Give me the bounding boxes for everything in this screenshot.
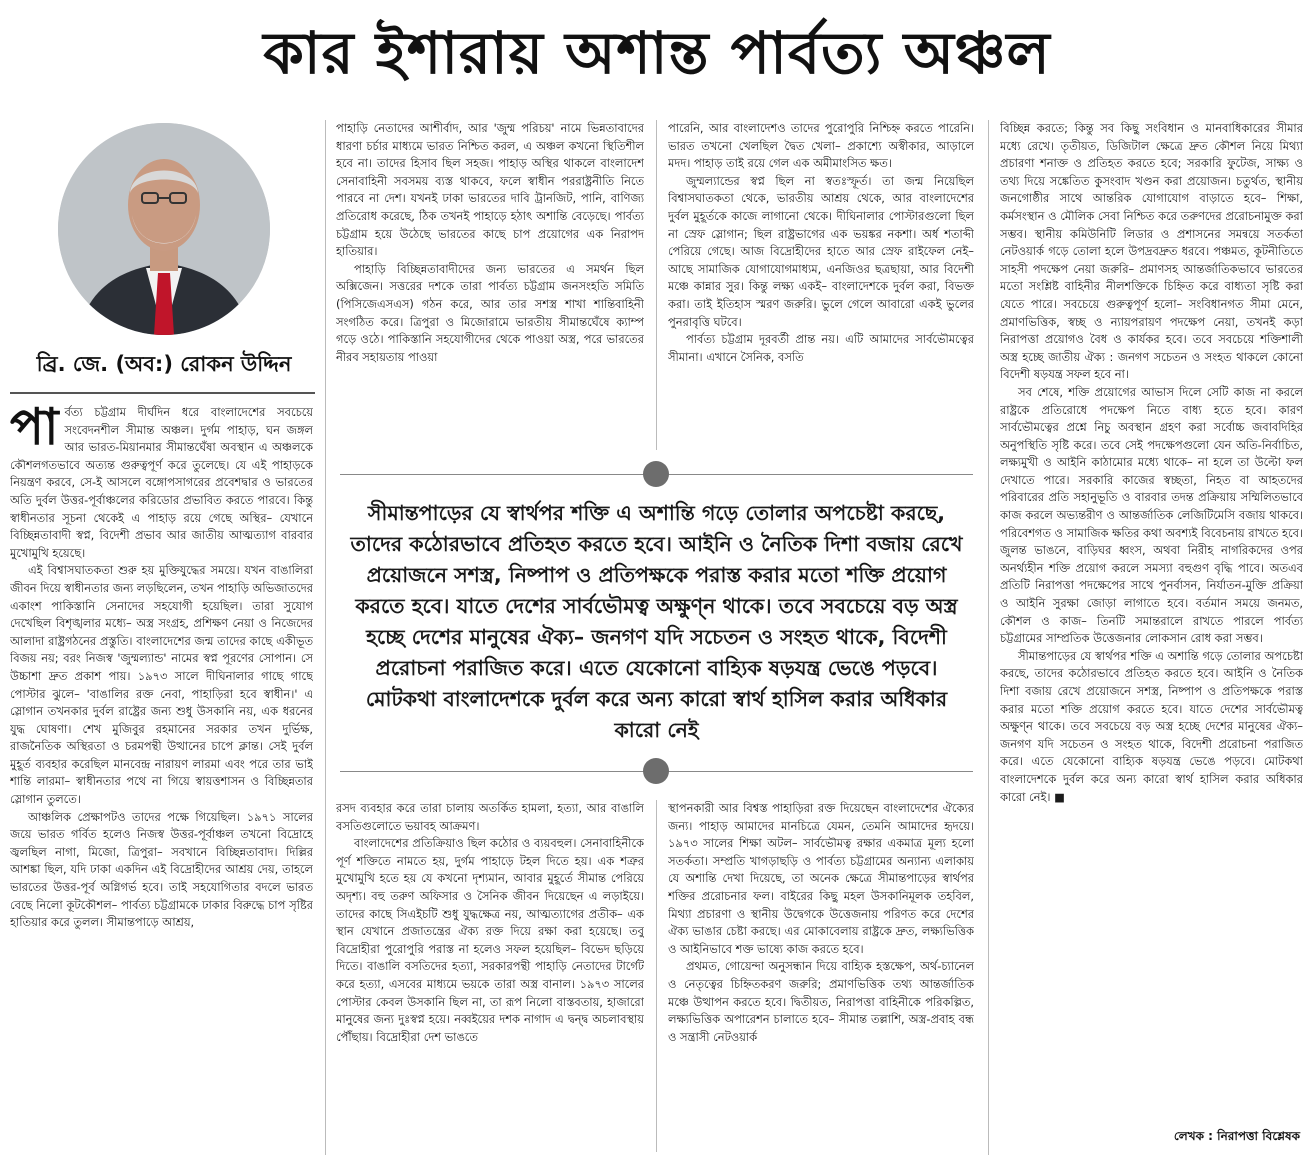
column-divider: [656, 120, 657, 450]
paragraph: র্বত্য চট্টগ্রাম দীর্ঘদিন ধরে বাংলাদেশের সবচেয়ে সংবেদনশীল সীমান্ত অঞ্চল। দুর্গম পাহাড়, ঘন জঙ্গল আর ভারত-মিয়ানমার সীমান্তঘেঁষা অবস্থান এ অঞ্চলকে কৌশলগতভাবে অত্যন্ত গুরুত্বপূর্ণ করে তুলেছে। যে এই পাহাড়কে নিয়ন্ত্রণ করবে, সে-ই আসলে বঙ্গোপসাগরের প্রবেশদ্বার ও ভারতের অতি দুর্বল উত্তর-পূর্বাঞ্চলের করিডোর প্রভাবিত করতে পারবে। কিন্তু স্বাধীনতার সূচনা থেকেই এ পাহাড় রয়ে গেছে অস্থির– যেখানে বিচ্ছিন্নতাবাদী স্বপ্ন, বিদেশী প্রভাব আর জাতীয় আত্মত্যাগ বারবার মুখোমুখি হয়েছে।: [10, 405, 313, 560]
author-note: [1080, 1128, 1300, 1148]
article-column-3-lower: [668, 800, 974, 1152]
pull-quote-top-dot: [643, 461, 669, 487]
drop-cap: পা: [10, 404, 59, 456]
paragraph: রসদ ব্যবহার করে তারা চালায় অতর্কিত হামলা, হত্যা, আর বাঙালি বসতিগুলোতে ভয়াবহ আক্রমণ।: [336, 801, 644, 833]
paragraph: সীমান্তপাড়ের যে স্বার্থপর শক্তি এ অশান্তি গড়ে তোলার অপচেষ্টা করছে, তাদের কঠোরভাবে প্রতিহত করতে হবে। আইনি ও নৈতিক দিশা বজায় রেখে প্রয়োজনে সশস্ত্র, নিষ্পাপ ও প্রতিপক্ষকে পরাস্ত করার মতো শক্তি প্রয়োগ করতে হবে। যাতে দেশের সার্বভৌমত্ব অক্ষুণ্ন থাকে। তবে সবচেয়ে বড় অস্ত্র হচ্ছে দেশের মানুষের ঐক্য– জনগণ যদি সচেতন ও সংহত থাকে, বিদেশী প্ররোচনা পরাজিত করে। এতে যেকোনো বাহ্যিক ষড়যন্ত্র ভেঙে পড়বে। মোটকথা বাংলাদেশকে দুর্বল করে অন্য কারো স্বার্থ হাসিল করার অধিকার কারো নেই। ■: [1000, 648, 1303, 804]
pull-quote: সীমান্তপাড়ের যে স্বার্থপর শক্তি এ অশান্তি গড়ে তোলার অপচেষ্টা করছে, তাদের কঠোরভাবে প্রতিহত করতে হবে। আইনি ও নৈতিক দিশা বজায় রেখে প্রয়োজনে সশস্ত্র, নিষ্পাপ ও প্রতিপক্ষকে পরাস্ত করার মতো শক্তি প্রয়োগ করতে হবে। যাতে দেশের সার্বভৌমত্ব অক্ষুণ্ন থাকে। তবে সবচেয়ে বড় অস্ত্র হচ্ছে দেশের মানুষের ঐক্য– জনগণ যদি সচেতন ও সংহত থাকে, বিদেশী প্ররোচনা পরাজিত করে। এতে যেকোনো বাহ্যিক ষড়যন্ত্র ভেঙে পড়বে। মোটকথা বাংলাদেশকে দুর্বল করে অন্য কারো স্বার্থ হাসিল করার অধিকার কারো নেই: [350, 501, 963, 742]
article-column-4: [1000, 120, 1303, 1150]
paragraph: আঞ্চলিক প্রেক্ষাপটও তাদের পক্ষে গিয়েছিল। ১৯৭১ সালের জয়ে ভারত গর্বিত হলেও নিজস্ব উত্তর-পূর্বাঞ্চল তখনো বিদ্রোহে জ্বলছিল নাগা, মিজো, ত্রিপুরা– সবখানে বিচ্ছিন্নতাবাদ। দিল্লির আশঙ্কা ছিল, যদি ঢাকা একদিন এই বিদ্রোহীদের আশ্রয় দেয়, তাহলে ভারতের উত্তর-পূর্ব অগ্নিগর্ভ হবে। তাই সহযোগিতার বদলে ভারত বেছে নিলো কূটকৌশল– পার্বত্য চট্টগ্রামকে ঢাকার বিরুদ্ধে চাপ সৃষ্টির হাতিয়ার করে তুলল। সীমান্তপাড়ে আশ্রয়,: [10, 809, 313, 930]
author-note-label: লেখক :: [1173, 1129, 1213, 1143]
author-byline: ব্রি. জে. (অব:) রোকন উদ্দিন: [36, 352, 292, 376]
pull-quote-bottom-dot: [643, 758, 669, 784]
author-portrait-image: [58, 123, 270, 335]
author-photo: [58, 123, 270, 335]
headline: কার ইশারায় অশান্ত পার্বত্য অঞ্চল: [263, 19, 1051, 87]
paragraph: সব শেষে, শক্তি প্রয়োগের আভাস দিলে সেটি কাজ না করলে রাষ্ট্রকে প্রতিরোধে পদক্ষেপ নিতে বাধ্য হতে হবে। কারণ সার্বভৌমত্বের প্রশ্নে নিচু অবস্থান গ্রহণ করা সর্বোচ্চ জবাবদিহির অনুপস্থিতি সৃষ্টি করে। তবে সেই পদক্ষেপগুলো যেন অতি-নির্বাচিত, লক্ষ্যমুখী ও আইনি কাঠামোর মধ্যে থাকে– না হলে তা উল্টো ফল দেখাতে পারে। সরকারি কাজের স্বচ্ছতা, নিহত বা আহতদের পরিবারের প্রতি সহানুভূতি ও বারবার তদন্ত প্রক্রিয়ায় সম্মিলিতভাবে কাজ করলে অভ্যন্তরীণ ও আন্তর্জাতিক লেজিটিমেসি বজায় থাকবে। পরিবেশগত ও সামাজিক ক্ষতির কথা অবশ্যই বিবেচনায় রাখতে হবে। জুলন্ত ভাঙনে, বাড়িঘর ধ্বংস, অথবা নিরীহ নাগরিকদের ওপর অনর্থ্যহীন শক্তি প্রয়োগ করলে সমস্যা বহুগুণ বৃদ্ধি পাবে। অতএব প্রতিটি নিরাপত্তা পদক্ষেপের সাথে পুনর্বাসন, নির্যাতন-মুক্তি প্রক্রিয়া ও আইনি সুরক্ষা জোড়া লাগাতে হবে। বর্তমান সময়ে জনমত, কৌশল ও কাজ– তিনটি সমান্তরালে রাখতে পারলে পার্বত্য চট্টগ্রামের সাম্প্রতিক উত্তেজনার লোকসান রোধ করা সম্ভব।: [1000, 384, 1303, 646]
paragraph: প্রথমত, গোয়েন্দা অনুসন্ধান দিয়ে বাহ্যিক হস্তক্ষেপ, অর্থ-চ্যানেল ও নেতৃত্বের চিহ্নিতকরণ জরুরি; প্রমাণভিত্তিক তথ্য আন্তর্জাতিক মঞ্চে উত্থাপন করতে হবে। দ্বিতীয়ত, নিরাপত্তা বাহিনীকে পরিকল্পিত, লক্ষ্যভিত্তিক অপারেশন চালাতে হবে– সীমান্ত তল্লাশি, অস্ত্র-প্রবাহ বন্ধ ও সন্ত্রাসী নেটওয়ার্ক: [668, 959, 974, 1044]
paragraph: পার্বত্য চট্টগ্রাম দূরবর্তী প্রান্ত নয়। এটি আমাদের সার্বভৌমত্বের সীমানা। এখানে সৈনিক, বসতি: [668, 332, 974, 364]
paragraph: স্থাপনকারী আর বিশ্বস্ত পাহাড়িরা রক্ত দিয়েছেন বাংলাদেশের ঐক্যের জন্য। পাহাড় আমাদের মানচিত্রে যেমন, তেমনি আমাদের হৃদয়ে। ১৯৭৩ সালের শিক্ষা অটল– সার্বভৌমত্ব রক্ষার একমাত্র মূল্য হলো সতর্কতা। সম্প্রতি খাগড়াছড়ি ও পার্বত্য চট্টগ্রামের অন্যান্য এলাকায় যে অশান্তি দেখা দিয়েছে, তা অনেক ক্ষেত্রে সীমান্তপাড়ের স্বার্থপর শক্তির প্ররোচনার ফল। বাইরের কিছু মহল উসকানিমূলক তহবিল, মিথ্যা প্রচারণা ও স্থানীয় উদ্বেগকে উত্তেজনায় পরিণত করে দেশের ঐক্য ভাঙার চেষ্টা করছে। এর মোকাবেলায় রাষ্ট্রকে দ্রুত, লক্ষ্যভিত্তিক ও আইনিভাবে শক্ত ভাষ্যে কাজ করতে হবে।: [668, 801, 974, 956]
article-column-1: [10, 404, 313, 1154]
paragraph: পাহাড়ি বিচ্ছিন্নতাবাদীদের জন্য ভারতের এ সমর্থন ছিল অক্সিজেন। সত্তরের দশকে তারা পার্বত্য চট্টগ্রাম জনসংহতি সমিতি (পিসিজেএসএস) গঠন করে, আর তার সশস্ত্র শাখা শান্তিবাহিনী সংগঠিত করে। ত্রিপুরা ও মিজোরামে ভারতীয় সীমান্তঘেঁষে ক্যাম্প গড়ে ওঠে। পাকিস্তানি সহযোগীদের থেকে পাওয়া অস্ত্র, পরে ভারতের নীরব সহায়তায় পাওয়া: [336, 261, 644, 364]
byline-divider: [10, 392, 315, 394]
article-column-2: [336, 120, 644, 450]
column-divider: [325, 120, 326, 1155]
column-divider: [988, 120, 989, 1155]
paragraph: বিচ্ছিন্ন করতে; কিন্তু সব কিছু সংবিধান ও মানবাধিকারের সীমার মধ্যে রেখে। তৃতীয়ত, ডিজিটাল ক্ষেত্রে দ্রুত কৌশল নিয়ে মিথ্যা প্রচারণা শনাক্ত ও প্রতিহত করতে হবে; সরকারি ফুটেজ, সাক্ষ্য ও তথ্য দিয়ে সঙ্কেতিত কুসংবাদ খণ্ডন করা প্রয়োজন। চতুর্থত, স্থানীয় জনগোষ্ঠীর সাথে আন্তরিক যোগাযোগ বাড়াতে হবে– শিক্ষা, কর্মসংস্থান ও মৌলিক সেবা নিশ্চিত করে তরুণদের প্ররোচনামুক্ত করা সম্ভব। স্থানীয় কমিউনিটি লিডার ও প্রশাসনের সমন্বয়ে সতর্কতা নেটওয়ার্ক গড়ে তোলা হলে উপদ্রবদ্রুত ধরবে। পঞ্চমত, কূটনীতিতে সাহসী পদক্ষেপ নেয়া জরুরি– প্রমাণসহ আন্তর্জাতিকভাবে ভারতের মতো সংশ্লিষ্ট বাহিনীর নীলশক্তিকে চিহ্নিত করে বাধ্যতা সৃষ্টি করা যেতে পারে। সবচেয়ে গুরুত্বপূর্ণ হলো– সংবিধানগত সীমা মেনে, প্রমাণভিত্তিক, স্বচ্ছ ও ন্যায়পরায়ণ পদক্ষেপ নেয়া, তখনই কড়া নিরাপত্তা প্রয়োগও বৈধ ও কার্যকর হবে। তবে সবচেয়ে শক্তিশালী অস্ত্র হচ্ছে জাতীয় ঐক্য : জনগণ সচেতন ও সংহত থাকলে কোনো বিদেশী ষড়যন্ত্র সফল হবে না।: [1000, 121, 1303, 382]
article-column-3: [668, 120, 974, 450]
author-note-text: নিরাপত্তা বিশ্লেষক: [1217, 1129, 1300, 1143]
article-column-2-lower: [336, 800, 644, 1152]
paragraph: জুম্মল্যান্ডের স্বপ্ন ছিল না স্বতঃস্ফূর্ত। তা জন্ম নিয়েছিল বিশ্বাসঘাতকতা থেকে, ভারতীয় আশ্রয় থেকে, আর বাংলাদেশের দুর্বল মুহূর্তকে কাজে লাগানো থেকে। দীঘিনালার পোস্টারগুলো ছিল না স্রেফ স্লোগান; ছিল রাষ্ট্রভাগের এক ভয়ঙ্কর নকশা। অর্ধ শতাব্দী পেরিয়ে গেছে। আজ বিদ্রোহীদের হাতে আর স্রেফ রাইফেল নেই– আছে সামাজিক যোগাযোগমাধ্যম, এনজিওর ছত্রছায়া, আর বিদেশী মঞ্চে কান্নার সুর। কিন্তু লক্ষ্য একই– বাংলাদেশকে দুর্বল করা, বিভক্ত করা। তাই ইতিহাস স্মরণ জরুরি। ভুলে গেলে আবারো একই ভুলের পুনরাবৃত্তি ঘটবে।: [668, 173, 974, 329]
column-divider: [656, 800, 657, 1152]
paragraph: পারেনি, আর বাংলাদেশও তাদের পুরোপুরি নিশ্চিহ্ন করতে পারেনি। ভারত তখনো খেলছিল দ্বৈত খেলা– প্রকাশ্যে অস্বীকার, আড়ালে মদদ। পাহাড় তাই রয়ে গেল এক অমীমাংসিত ক্ষত।: [668, 121, 974, 171]
paragraph: বাংলাদেশের প্রতিক্রিয়াও ছিল কঠোর ও ব্যয়বহুল। সেনাবাহিনীকে পূর্ণ শক্তিতে নামতে হয়, দুর্গম পাহাড়ে টহল দিতে হয়। এক শত্রুর মুখোমুখি হতে হয় যে কখনো দৃশ্যমান, আবার মুহূর্তে সীমান্ত পেরিয়ে অদৃশ্য। বহু তরুণ অফিসার ও সৈনিক জীবন দিয়েছেন এ লড়াইয়ে। তাদের কাছে সিএইচটি শুধু যুদ্ধক্ষেত্র নয়, আত্মত্যাগের প্রতীক– এক স্থান যেখানে প্রজাতন্ত্রের ঐক্য রক্ত দিয়ে রক্ষা করা হয়েছে। তবু বিদ্রোহীরা পুরোপুরি পরাস্ত না হলেও সফল হয়েছিল– বিভেদ ছড়িয়ে দিতে। বাঙালি বসতিদের হত্যা, সরকারপন্থী পাহাড়ি নেতাদের টার্গেট করে হত্যা, এসবের মাধ্যমে ভয়কে তারা অস্ত্র বানাল। ১৯৭৩ সালের পোস্টার কেবল উসকানি ছিল না, তা রূপ নিলো বাস্তবতায়, হাজারো মানুষের জন্য দুঃস্বপ্ন হয়ে। নব্বইয়ের দশক নাগাদ এ দ্বন্দ্ব অচলাবস্থায় পৌঁছায়। বিদ্রোহীরা দেশ ভাঙতে: [336, 836, 644, 1044]
paragraph: পাহাড়ি নেতাদের আশীর্বাদ, আর 'জুম্ম পরিচয়' নামে ভিন্নতাবাদের ধারণা চর্চার মাধ্যমে ভারত নিশ্চিত করল, এ অঞ্চল কখনো স্থিতিশীল হবে না। তাদের হিসাব ছিল সহজ। পাহাড় অস্থির থাকলে বাংলাদেশ সেনাবাহিনী সবসময় ব্যস্ত থাকবে, ফলে স্বাধীন পররাষ্ট্রনীতি নিতে পারবে না দেশ। যখনই ঢাকা ভারতের দাবি ট্রানজিট, পানি, বাণিজ্য প্রতিরোধ করেছে, ঠিক তখনই পাহাড়ে হঠাৎ অশান্তি বেড়েছে। পার্বত্য চট্টগ্রাম হয়ে উঠেছে ভারতের কাছে চাপ প্রয়োগের এক নিরাপদ হাতিয়ার।: [336, 121, 644, 259]
paragraph: এই বিশ্বাসঘাতকতা শুরু হয় মুক্তিযুদ্ধের সময়ে। যখন বাঙালিরা জীবন দিয়ে স্বাধীনতার জন্য লড়ছিলেন, তখন পাহাড়ি অভিজাতদের একাংশ পাকিস্তানি সেনাদের সহযোগী হয়েছিল। তারা সুযোগ দেখেছিল বিশৃঙ্খলার মধ্যে– অস্ত্র সংগ্রহ, প্রশিক্ষণ নেয়া ও নিজেদের আলাদা রাষ্ট্রগঠনের প্রস্তুতি। বাংলাদেশের জন্ম তাদের কাছে একীভূত বিজয় নয়; বরং নিজস্ব 'জুম্মল্যান্ড' নামের স্বপ্ন পূরণের সোপান। সে উচ্চাশা দ্রুত প্রকাশ পায়। ১৯৭৩ সালে দীঘিনালার গাছে গাছে পোস্টার ঝুলে– 'বাঙালির রক্ত নেবা, পাহাড়িরা হবে স্বাধীন।' এ স্লোগান তখনকার দুর্বল রাষ্ট্রের জন্য শুধু উসকানি নয়, এক ধরনের যুদ্ধ ঘোষণা। শেখ মুজিবুর রহমানের সরকার তখন দুর্ভিক্ষ, রাজনৈতিক অস্থিরতা ও চরমপন্থী উত্থানের চাপে ক্লান্ত। সেই দুর্বল মুহূর্ত ব্যবহার করেছিল মানবেন্দ্র নারায়ণ লারমা এবং পরে তার ভাই শান্তি লারমা– স্বাধীনতার পথে না গিয়ে স্বায়ত্তশাসন ও বিচ্ছিন্নতার স্লোগান তুলতে।: [10, 563, 313, 807]
